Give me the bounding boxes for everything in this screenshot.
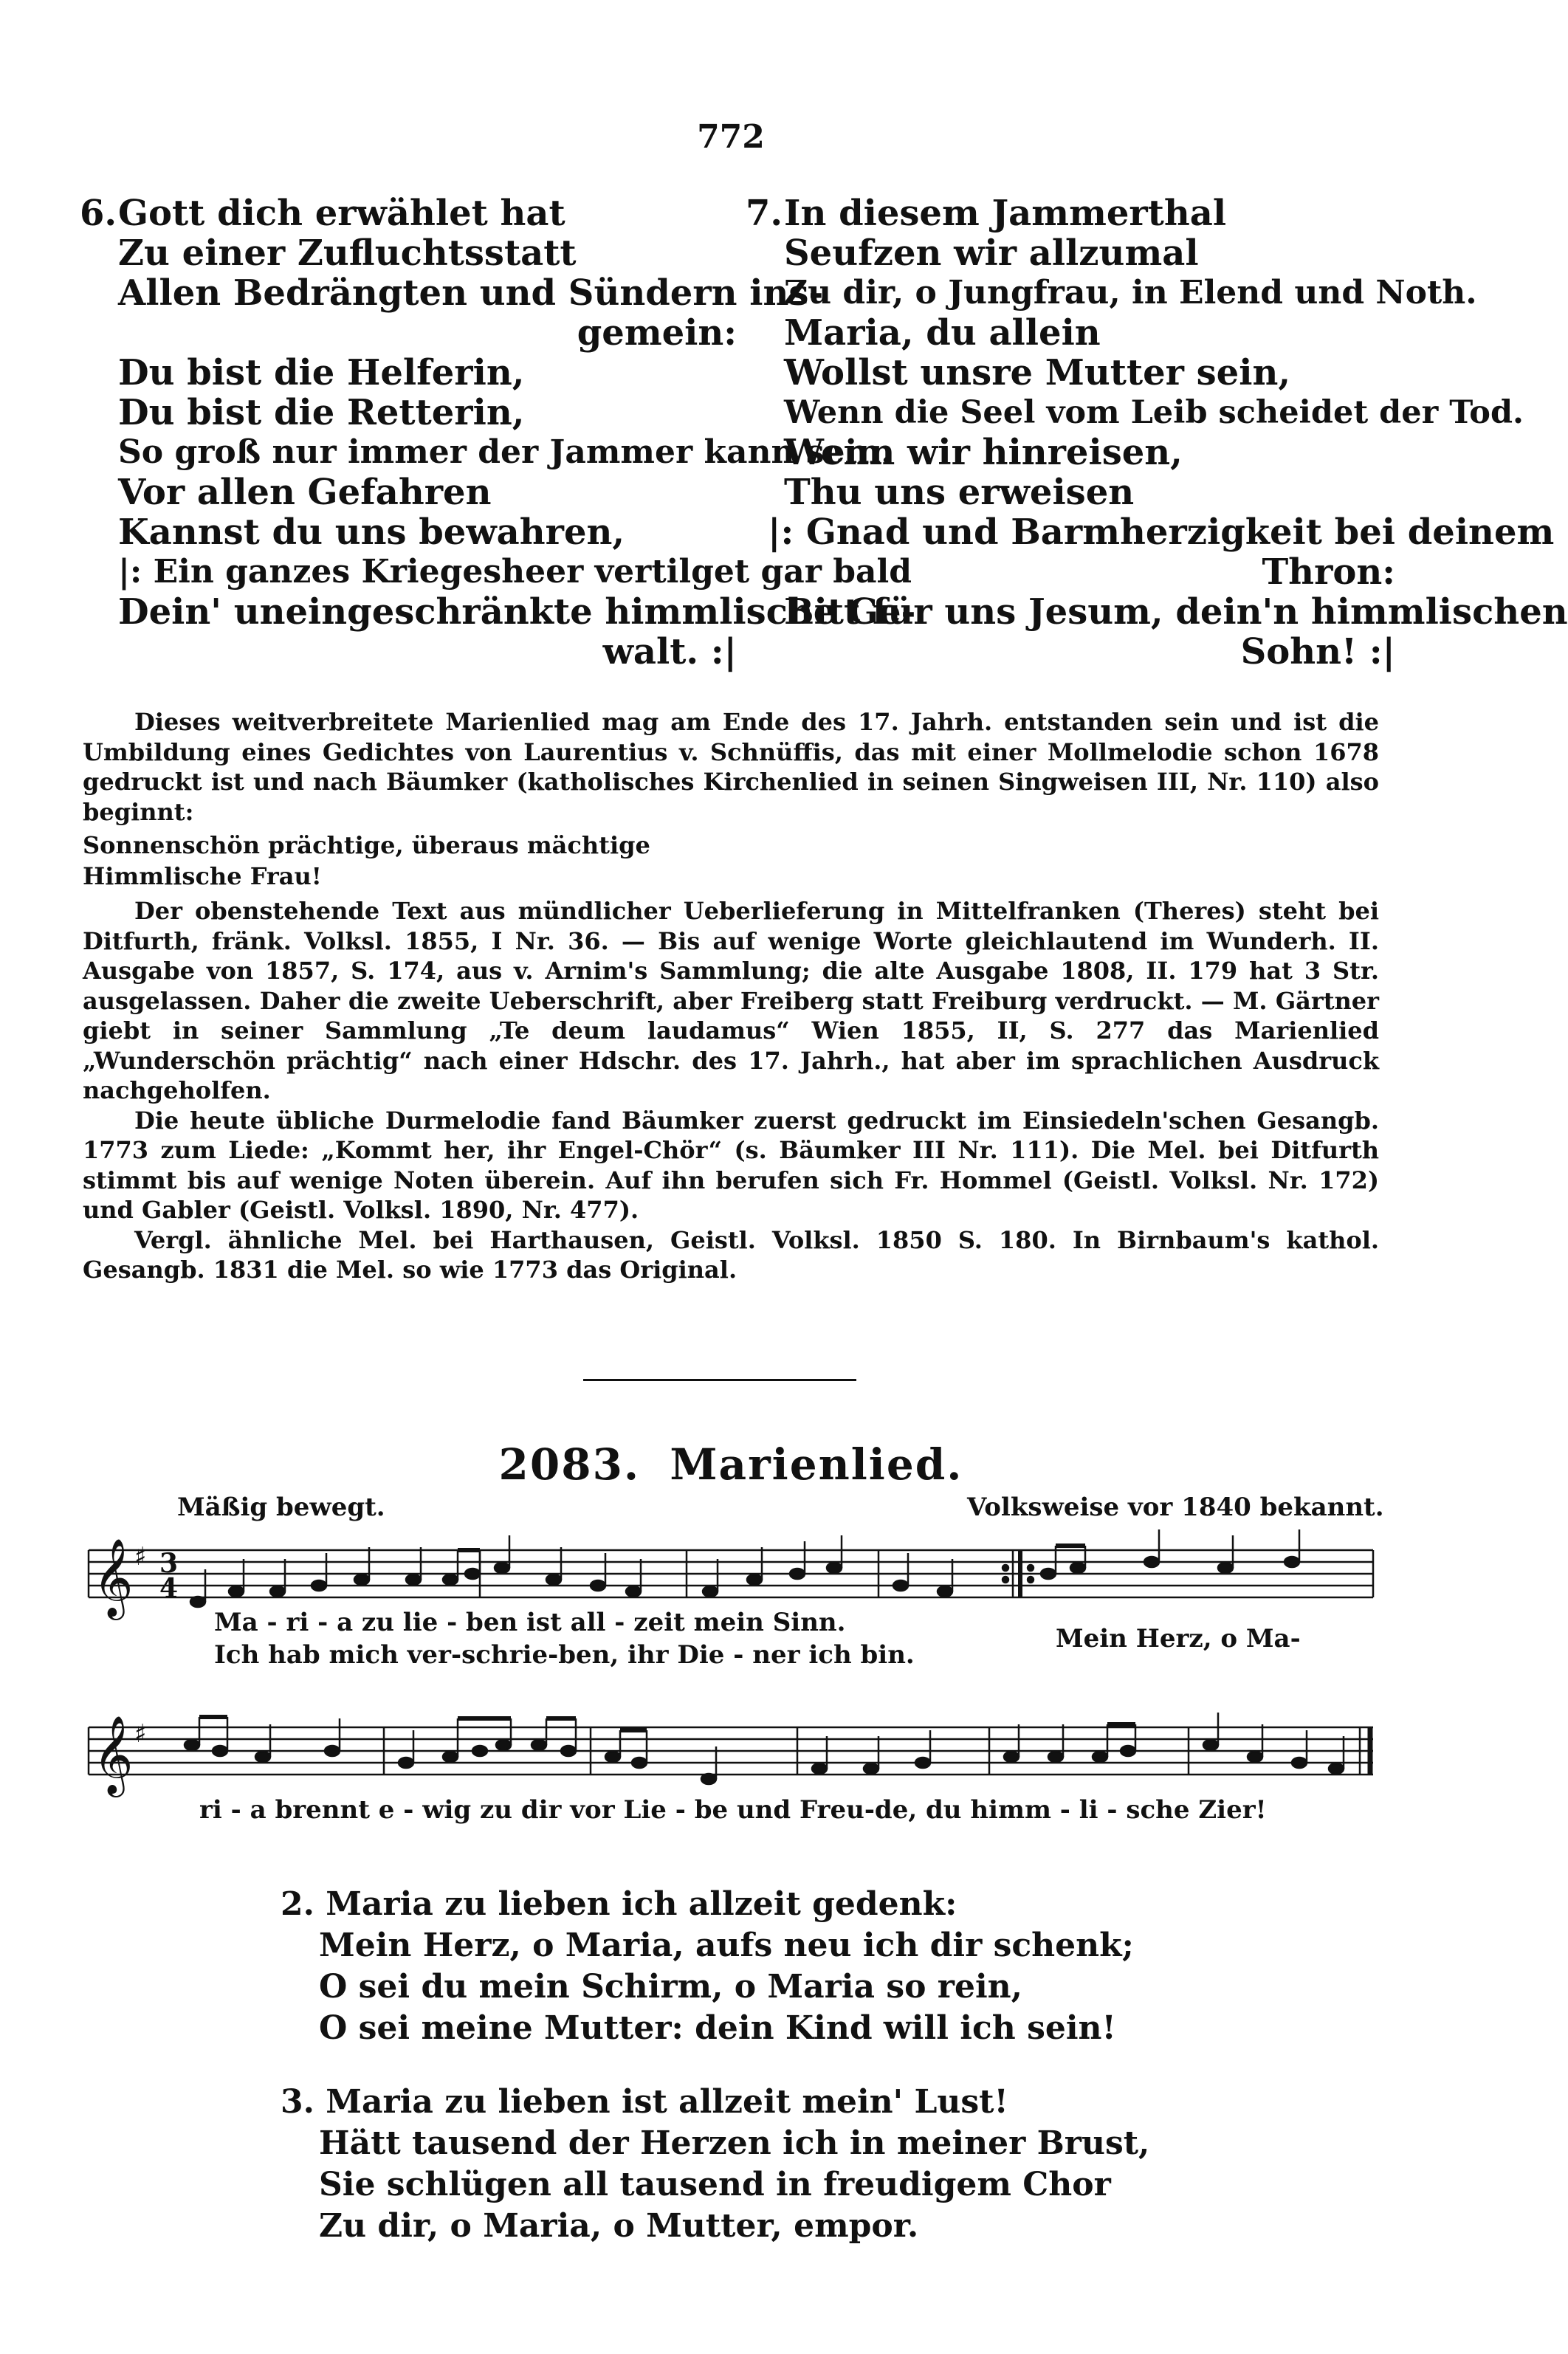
verse-line: Dein' uneingeschränkte himmlische Ge- bbox=[118, 591, 916, 633]
verse-line: Du bist die Helferin, bbox=[118, 352, 525, 393]
note-paragraph: Vergl. ähnliche Mel. bei Harthausen, Geistl. Volksl. 1850 S. 180. In Birnbaum's kathol. Gesangb. 1831 die Mel. so wie 1773 das Original. bbox=[83, 1225, 1379, 1284]
song-title bbox=[0, 1439, 1462, 1490]
lyrics-line-1a: Ma - ri - a zu lie - ben ist all - zeit mein Sinn. bbox=[214, 1608, 846, 1637]
song-name: Marienlied. bbox=[670, 1439, 963, 1490]
sharp-icon: ♯ bbox=[134, 1542, 147, 1572]
stanza-line: Mein Herz, o Maria, aufs neu ich dir schenk; bbox=[319, 1927, 1134, 1964]
lyrics-line-2: ri - a brennt e - wig zu dir vor Lie - be und Freu-de, du himm - li - sche Zier! bbox=[199, 1795, 1267, 1825]
stanza-line: 3. Maria zu lieben ist allzeit mein' Lust! bbox=[281, 2083, 1008, 2121]
verse-line: Maria, du allein bbox=[784, 312, 1101, 354]
stanza-line: Sie schlügen all tausend in freudigem Chor bbox=[319, 2166, 1111, 2203]
stanza-number: 3. bbox=[281, 2083, 314, 2121]
verse-number: 6. bbox=[80, 193, 117, 234]
stanza-line: O sei du mein Schirm, o Maria so rein, bbox=[319, 1968, 1022, 2006]
verse-line: Thu uns erweisen bbox=[784, 472, 1135, 513]
verse-line: Thron: bbox=[1262, 551, 1395, 593]
stanza-number: 2. bbox=[281, 1885, 314, 1923]
verse-line: Allen Bedrängten und Sündern ins- bbox=[118, 272, 824, 314]
time-signature-bottom: 4 bbox=[159, 1573, 179, 1604]
verse-line: Wenn wir hinreisen, bbox=[784, 432, 1183, 473]
staff-lines bbox=[89, 1727, 1373, 1775]
verse-line: Wenn die Seel vom Leib scheidet der Tod. bbox=[784, 394, 1524, 431]
verse-line: So groß nur immer der Jammer kann sein. bbox=[118, 433, 893, 471]
lyrics-line-1c: Mein Herz, o Ma- bbox=[1056, 1624, 1301, 1653]
stanza-line: Zu dir, o Maria, o Mutter, empor. bbox=[319, 2207, 919, 2245]
note-paragraph: Die heute übliche Durmelodie fand Bäumker zuerst gedruckt im Einsiedeln'schen Gesangb. 1773 zum Liede: „Kommt her, ihr Engel-Chör“ (s. Bäumker III Nr. 111). Die Mel. bei Ditfurth stimmt bis auf wenige Noten überein. Auf ihn berufen sich Fr. Hommel (Geistl. Volksl. Nr. 172) und Gabler (Geistl. Volksl. 1890, Nr. 477). bbox=[83, 1106, 1379, 1224]
stanza-line: Hätt tausend der Herzen ich in meiner Brust, bbox=[319, 2124, 1150, 2162]
lyrics-line-1b: Ich hab mich ver-schrie-ben, ihr Die - ner ich bin. bbox=[214, 1640, 915, 1670]
notes-row-2 bbox=[185, 1713, 1344, 1784]
verse-line: Wollst unsre Mutter sein, bbox=[784, 352, 1291, 393]
stanza-2 bbox=[281, 1884, 1134, 2049]
treble-clef-icon: 𝄞 bbox=[93, 1538, 134, 1617]
song-origin: Volksweise vor 1840 bekannt. bbox=[967, 1493, 1384, 1522]
note-paragraph: Dieses weitverbreitete Marienlied mag am Ende des 17. Jahrh. entstanden sein und ist die Umbildung eines Gedichtes von Laurentius v. Schnüffis, das mit einer Mollmelodie schon 1678 gedruckt ist und nach Bäumker (katholisches Kirchenlied in seinen Singweisen III, Nr. 110) also beginnt: bbox=[83, 708, 1379, 826]
notes-row-1 bbox=[190, 1529, 1299, 1607]
sharp-icon: ♯ bbox=[134, 1719, 147, 1749]
verse-line: Vor allen Gefahren bbox=[118, 472, 492, 513]
verse-line: Kannst du uns bewahren, bbox=[118, 512, 625, 553]
stanza-line: O sei meine Mutter: dein Kind will ich sein! bbox=[319, 2009, 1116, 2047]
verse-line: Seufzen wir allzumal bbox=[784, 233, 1199, 274]
stanza-3 bbox=[281, 2082, 1149, 2247]
song-number: 2083. bbox=[498, 1439, 641, 1490]
editorial-notes bbox=[83, 707, 1379, 1285]
verse-line: Du bist die Retterin, bbox=[118, 392, 525, 433]
verse-line: gemein: bbox=[577, 312, 737, 354]
verse-6 bbox=[80, 193, 916, 672]
verse-line: 6.Gott dich erwählet hat bbox=[80, 193, 565, 234]
verse-line: Zu dir, o Jungfrau, in Elend und Noth. bbox=[784, 274, 1477, 312]
note-paragraph: Der obenstehende Text aus mündlicher Ueberlieferung in Mittelfranken (Theres) steht bei Ditfurth, fränk. Volksl. 1855, I Nr. 36. — Bis auf wenige Worte gleichlautend im Wunderh. II. Ausgabe von 1857, S. 174, aus v. Arnim's Sammlung; die alte Ausgabe 1808, II. 179 hat 3 Str. ausgelassen. Daher die zweite Ueberschrift, aber Freiberg statt Freiburg verdruckt. — M. Gärtner giebt in seiner Sammlung „Te deum laudamus“ Wien 1855, II, S. 277 das Marienlied „Wunderschön prächtig“ nach einer Hdschr. des 17. Jahrh., hat aber im sprachlichen Ausdruck nachgeholfen. bbox=[83, 897, 1379, 1104]
verse-line: |: Ein ganzes Kriegesheer vertilget gar bald bbox=[118, 553, 912, 591]
verse-line: 7.In diesem Jammerthal bbox=[746, 193, 1227, 234]
treble-clef-icon: 𝄞 bbox=[93, 1715, 134, 1794]
verse-line: walt. :| bbox=[602, 631, 737, 672]
verse-number: 7. bbox=[746, 193, 783, 234]
verse-7 bbox=[746, 193, 1568, 672]
verse-line: |: Gnad und Barmherzigkeit bei deinem bbox=[768, 512, 1555, 553]
verse-line: Bitt für uns Jesum, dein'n himmlischen bbox=[784, 591, 1568, 633]
quoted-verse: Sonnenschön prächtige, überaus mächtige Himmlische Frau! bbox=[83, 831, 650, 890]
time-signature-top: 3 bbox=[159, 1548, 179, 1579]
section-divider bbox=[583, 1379, 856, 1381]
tempo-marking: Mäßig bewegt. bbox=[177, 1493, 385, 1522]
verse-line: Sohn! :| bbox=[1240, 631, 1395, 672]
verse-line: Zu einer Zufluchtsstatt bbox=[118, 233, 577, 274]
stanza-line: 2. Maria zu lieben ich allzeit gedenk: bbox=[281, 1885, 957, 1923]
page-number: 772 bbox=[697, 118, 765, 156]
